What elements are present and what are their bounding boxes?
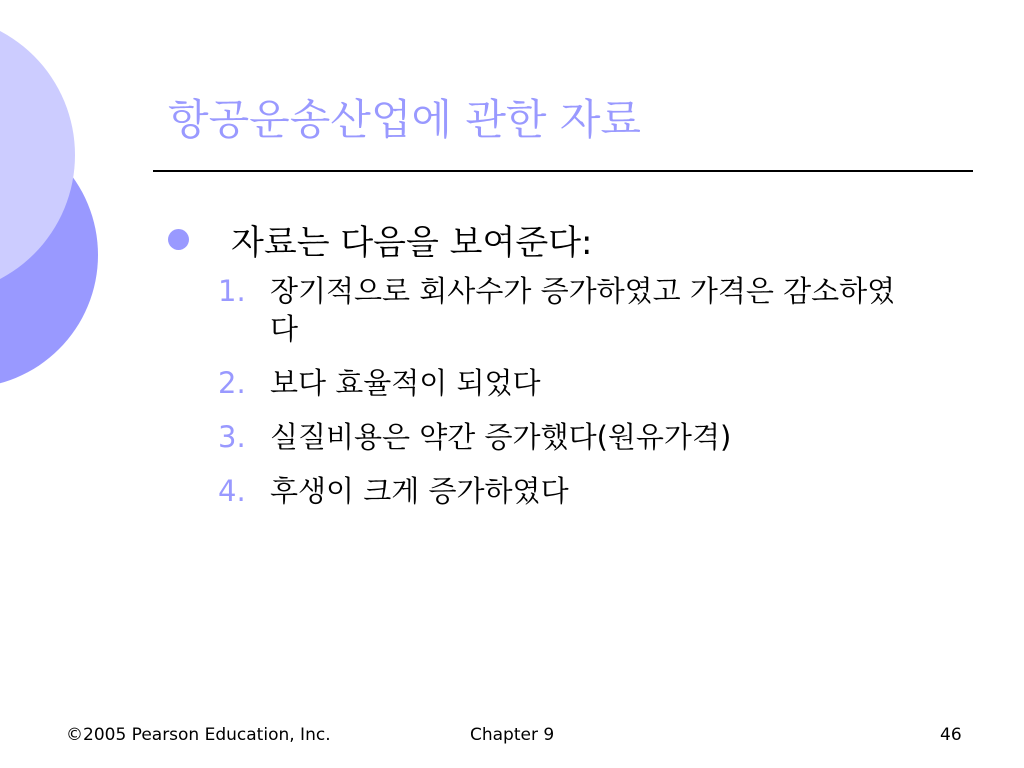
bullet-dot-icon xyxy=(168,229,189,250)
list-item-text: 보다 효율적이 되었다 xyxy=(270,366,541,400)
list-item xyxy=(218,472,918,510)
list-item xyxy=(218,272,918,348)
list-item-number: 2. xyxy=(218,366,246,400)
list-item-text: 장기적으로 회사수가 증가하였고 가격은 감소하였다 xyxy=(270,274,896,346)
list-item-text: 실질비용은 약간 증가했다(원유가격) xyxy=(270,420,732,454)
list-item-number: 1. xyxy=(218,274,246,308)
numbered-list xyxy=(218,272,918,526)
footer-copyright: ©2005 Pearson Education, Inc. xyxy=(66,725,331,745)
main-bullet xyxy=(168,214,593,264)
list-item-text: 후생이 크게 증가하였다 xyxy=(270,474,569,508)
decorative-circles xyxy=(0,0,130,420)
main-bullet-text: 자료는 다음을 보여준다: xyxy=(231,222,593,263)
title-divider xyxy=(153,170,973,172)
slide-title: 항공운송산업에 관한 자료 xyxy=(168,95,641,144)
footer-page-number: 46 xyxy=(940,725,962,745)
list-item-number: 4. xyxy=(218,474,246,508)
list-item xyxy=(218,418,918,456)
list-item xyxy=(218,364,918,402)
footer-chapter: Chapter 9 xyxy=(470,725,555,745)
list-item-number: 3. xyxy=(218,420,246,454)
